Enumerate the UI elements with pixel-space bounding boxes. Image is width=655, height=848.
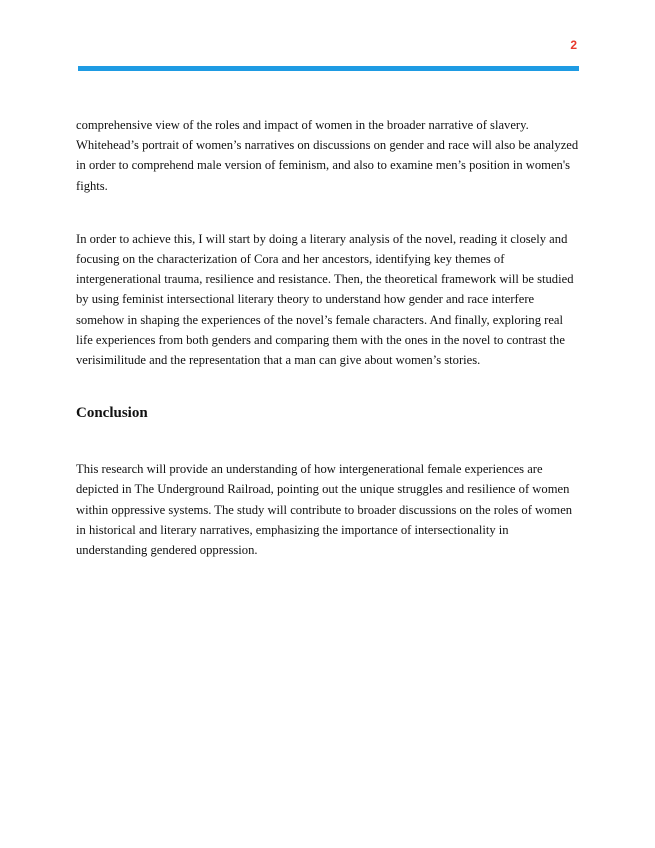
header-divider (78, 66, 579, 71)
body-paragraph: In order to achieve this, I will start by doing a literary analysis of the novel, reading it closely and focusing on the characterization of Cora and her ancestors, identifying key themes of intergenerational trauma, resilience and resistance. Then, the theoretical framework will be studied by using feminist intersectional literary theory to understand how gender and race interfere somehow in shaping the experiences of the novel’s female characters. And finally, exploring real life experiences from both genders and comparing them with the ones in the novel to contrast the verisimilitude and the representation that a man can give about women’s stories. (76, 231, 574, 368)
body-paragraph: comprehensive view of the roles and impact of women in the broader narrative of slavery. Whitehead’s portrait of women’s narratives on discussions on gender and race will also be analyzed in order to comprehend male version of feminism, and also to examine men’s position in women's fights. (76, 118, 579, 193)
document-body (76, 115, 579, 560)
page-number: 2 (570, 38, 577, 52)
body-paragraph: This research will provide an understanding of how intergenerational female experiences are depicted in The Underground Railroad, pointing out the unique struggles and resilience of women within oppressive systems. The study will contribute to broader discussions on the roles of women in historical and literary narratives, emphasizing the importance of intersectionality in understanding gendered oppression. (76, 462, 573, 558)
section-heading-conclusion: Conclusion (76, 405, 148, 422)
